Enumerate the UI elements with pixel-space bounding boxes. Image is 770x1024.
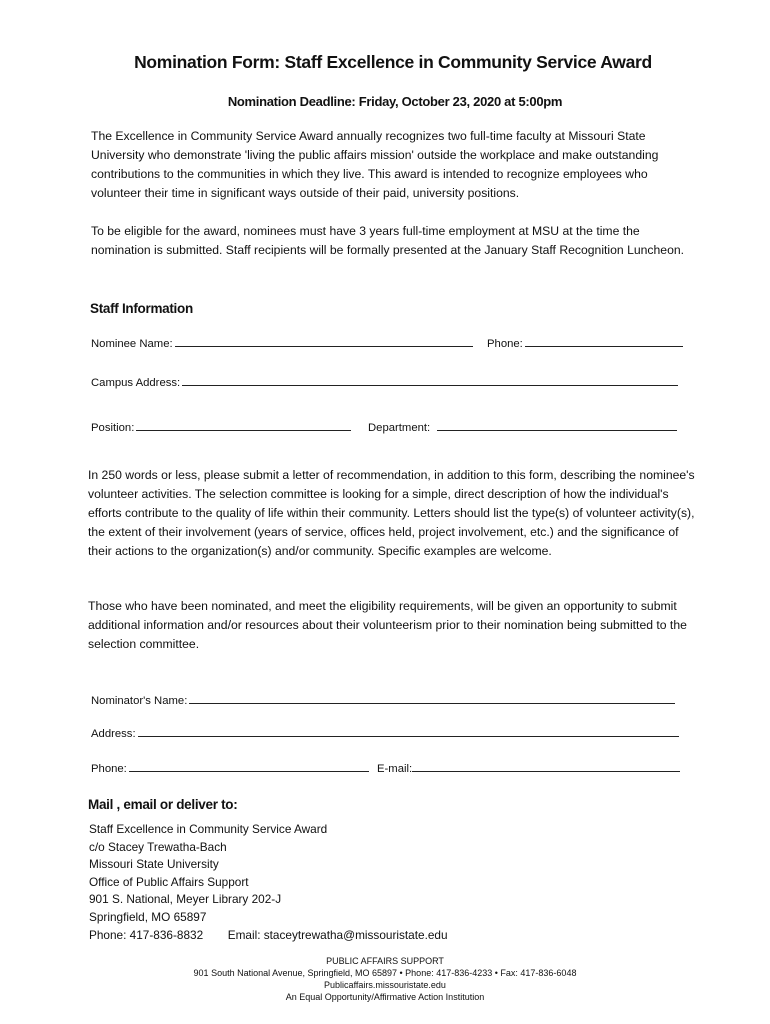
nominator-phone-line[interactable] [129, 771, 369, 772]
department-label: Department: [368, 422, 431, 434]
nomination-deadline: Nomination Deadline: Friday, October 23, 2020 at 5:00pm [227, 94, 563, 109]
nominator-name-line[interactable] [189, 703, 675, 704]
position-line[interactable] [136, 430, 351, 431]
position-field[interactable] [91, 422, 351, 434]
campus-address-field[interactable] [91, 377, 678, 389]
address-line: 901 S. National, Meyer Library 202-J [89, 892, 282, 907]
nominator-address-label: Address: [91, 728, 136, 740]
mailing-address [89, 821, 448, 944]
nominee-name-field[interactable] [91, 338, 473, 350]
department-field[interactable] [368, 422, 677, 434]
contact-line [89, 927, 448, 945]
staff-information-heading: Staff Information [90, 301, 193, 316]
address-line: Staff Excellence in Community Service Award [89, 822, 328, 836]
nominator-address-field[interactable] [91, 728, 679, 740]
footer-contact: 901 South National Avenue, Springfield, MO 65897 • Phone: 417-836-4233 • Fax: 417-836-6048 [193, 968, 577, 978]
footer-eeo: An Equal Opportunity/Affirmative Action Institution [285, 992, 485, 1002]
address-line: Missouri State University [89, 857, 219, 872]
position-label: Position: [91, 422, 135, 434]
eligibility-paragraph: To be eligible for the award, nominees must have 3 years full-time employment at MSU at the time the nomination is submitted. Staff recipients will be formally presented at the January Staff Recognition Luncheon. [91, 224, 685, 257]
nominator-email-label: E-mail: [377, 763, 413, 775]
nominee-name-line[interactable] [175, 346, 473, 347]
contact-email[interactable]: Email: staceytrewatha@missouristate.edu [227, 927, 448, 942]
nominee-phone-label: Phone: [487, 338, 523, 350]
address-line: c/o Stacey Trewatha-Bach [89, 839, 227, 854]
form-title: Nomination Form: Staff Excellence in Community Service Award [134, 52, 652, 72]
nominee-phone-field[interactable] [487, 338, 683, 350]
address-line: Office of Public Affairs Support [89, 874, 249, 889]
nominator-phone-field[interactable] [91, 763, 369, 775]
letter-instructions: In 250 words or less, please submit a letter of recommendation, in addition to this form, describing the nominee's volunteer activities. The selection committee is looking for a simple, direct description of how the individual's efforts contribute to the quality of life within their community. Letters should list the type(s) of volunteer activity(s), the extent of their involvement (years of service, offices held, project involvement, etc.) and the significance of their actions to the organization(s) and/or community. Specific examples are welcome. [88, 468, 695, 558]
intro-paragraph: The Excellence in Community Service Award annually recognizes two full-time faculty at Missouri State University who demonstrate 'living the public affairs mission' outside the workplace and make outstanding contributions to the communities in which they live. This award is intended to recognize employees who volunteer their time in significant ways outside of their paid, university positions. [91, 129, 659, 200]
address-line: Springfield, MO 65897 [89, 909, 207, 924]
footer-org: PUBLIC AFFAIRS SUPPORT [326, 956, 444, 966]
nominee-phone-line[interactable] [525, 346, 683, 347]
campus-address-label: Campus Address: [91, 377, 181, 389]
nominator-email-field[interactable] [377, 763, 680, 775]
campus-address-line[interactable] [182, 385, 678, 386]
page-footer [0, 955, 770, 1003]
nominator-name-label: Nominator's Name: [91, 695, 188, 707]
footer-website[interactable]: Publicaffairs.missouristate.edu [324, 980, 446, 990]
nominee-name-label: Nominee Name: [91, 338, 173, 350]
nominator-name-field[interactable] [91, 695, 675, 707]
additional-info-paragraph: Those who have been nominated, and meet the eligibility requirements, will be given an opportunity to submit additional information and/or resources about their volunteerism prior to their nomination being submitted to the selection committee. [88, 599, 687, 651]
department-line[interactable] [437, 430, 677, 431]
nominator-phone-label: Phone: [91, 763, 127, 775]
contact-phone: Phone: 417-836-8832 [89, 927, 204, 942]
nominator-address-line[interactable] [138, 736, 679, 737]
mail-heading: Mail , email or deliver to: [88, 797, 238, 812]
nominator-email-line[interactable] [412, 771, 680, 772]
